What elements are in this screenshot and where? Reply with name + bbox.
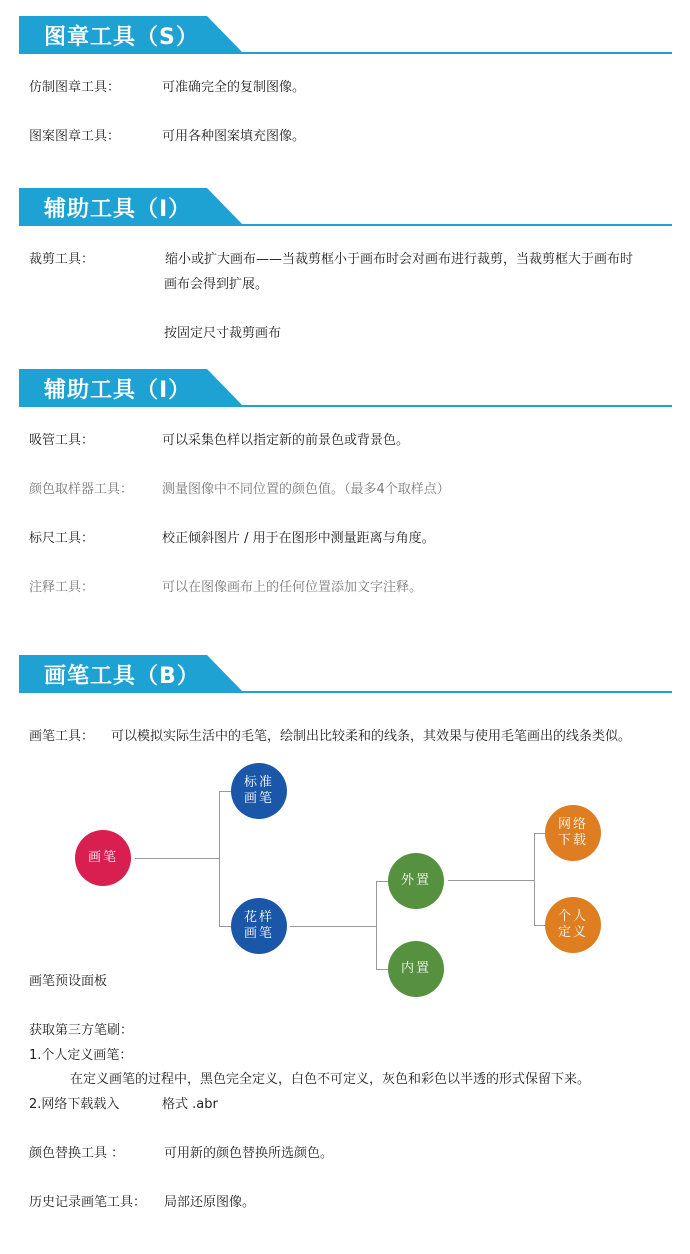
row-label: 注释工具： <box>29 580 95 595</box>
node-download: 网络下载 <box>545 805 601 861</box>
row-label: 标尺工具： <box>29 531 95 546</box>
section-header-aux <box>19 188 672 227</box>
node-brush: 画笔 <box>75 830 131 886</box>
item2-format: 格式 .abr <box>162 1097 218 1112</box>
row-value: 可以采集色样以指定新的前景色或背景色。 <box>162 433 410 448</box>
row-label: 画笔工具： <box>29 729 95 744</box>
item2-label: 2.网络下载载入 <box>29 1097 120 1112</box>
item1-desc: 在定义画笔的过程中，黑色完全定义，白色不可定义，灰色和彩色以半透的形式保留下来。 <box>70 1072 591 1087</box>
item1-label: 1.个人定义画笔： <box>29 1048 133 1063</box>
row-value: 画布会得到扩展。 <box>164 277 269 292</box>
row-value: 校正倾斜图片 / 用于在图形中测量距离与角度。 <box>162 531 435 546</box>
node-external: 外置 <box>388 853 444 909</box>
row-value: 缩小或扩大画布——当裁剪框小于画布时会对画布进行裁剪，当裁剪框大于画布时 <box>165 252 634 267</box>
section-header-aux2 <box>19 369 672 408</box>
row-value: 可以在图像画布上的任何位置添加文字注释。 <box>162 580 423 595</box>
row-value: 按固定尺寸裁剪画布 <box>164 326 282 341</box>
diagram-caption: 画笔预设面板 <box>29 974 108 989</box>
node-pattern-brush: 花样画笔 <box>231 898 287 954</box>
history-value: 局部还原图像。 <box>164 1195 256 1210</box>
replace-value: 可用新的颜色替换所选颜色。 <box>164 1146 334 1161</box>
row-value: 可准确完全的复制图像。 <box>162 80 306 95</box>
row-value: 可用各种图案填充图像。 <box>162 129 306 144</box>
section-title: 辅助工具（I） <box>44 378 192 403</box>
section-title: 辅助工具（I） <box>44 197 192 222</box>
section-title: 画笔工具（B） <box>44 664 200 689</box>
row-value: 测量图像中不同位置的颜色值。（最多4个取样点） <box>162 482 450 497</box>
section-title: 图章工具（S） <box>44 25 199 50</box>
row-label: 裁剪工具： <box>29 252 95 267</box>
node-custom: 个人定义 <box>545 897 601 953</box>
row-value: 可以模拟实际生活中的毛笔，绘制出比较柔和的线条，其效果与使用毛笔画出的线条类似。 <box>111 729 632 744</box>
third-party-heading: 获取第三方笔刷： <box>29 1023 134 1038</box>
section-header-brush <box>19 655 672 694</box>
replace-label: 颜色替换工具 ： <box>29 1146 125 1161</box>
row-label: 仿制图章工具： <box>29 80 121 95</box>
node-standard-brush: 标准画笔 <box>231 763 287 819</box>
row-label: 颜色取样器工具： <box>29 482 134 497</box>
row-label: 吸管工具： <box>29 433 95 448</box>
section-header-stamp <box>19 16 672 55</box>
row-label: 图案图章工具： <box>29 129 121 144</box>
node-builtin: 内置 <box>388 941 444 997</box>
history-label: 历史记录画笔工具： <box>29 1195 147 1210</box>
